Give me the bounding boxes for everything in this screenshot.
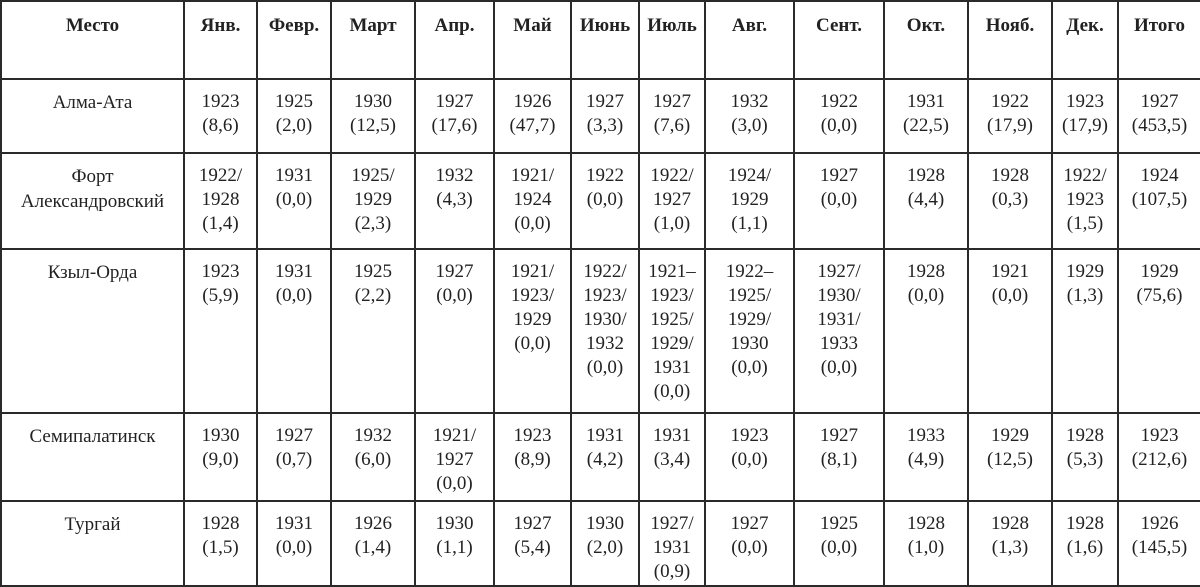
cell-line: (0,0) — [820, 537, 858, 558]
cell-line: 1930 — [354, 91, 392, 112]
table-body — [1, 79, 1200, 586]
cell-line: (2,2) — [354, 285, 392, 306]
cell-line: 1926 — [513, 91, 552, 112]
month-cell — [1052, 153, 1118, 249]
month-cell — [705, 249, 794, 413]
cell-line: 1932 — [435, 165, 474, 186]
cell-line: (8,9) — [514, 449, 551, 470]
month-cell — [968, 249, 1052, 413]
header-apr: Апр. — [415, 1, 494, 79]
cell-line: 1921/ — [432, 425, 477, 446]
cell-line: 1923 — [1066, 189, 1104, 210]
header-nov: Нояб. — [968, 1, 1052, 79]
month-cell — [639, 501, 705, 586]
cell-line: (0,0) — [731, 449, 768, 470]
cell-line: (4,4) — [907, 189, 945, 210]
cell-line: 1930 — [201, 425, 240, 446]
total-cell — [1118, 79, 1200, 153]
cell-line: (5,9) — [202, 285, 239, 306]
cell-line: 1928 — [201, 513, 240, 534]
header-aug: Авг. — [705, 1, 794, 79]
cell-line: 1923 — [730, 425, 769, 446]
cell-line: (7,6) — [653, 115, 691, 136]
month-cell — [794, 413, 884, 501]
month-cell — [794, 249, 884, 413]
cell-line: 1923 — [201, 91, 240, 112]
total-cell — [1118, 249, 1200, 413]
cell-line: 1923/ — [583, 285, 627, 306]
cell-line: (212,6) — [1131, 449, 1188, 470]
cell-line: 1931 — [586, 425, 624, 446]
cell-line: (1,3) — [1066, 285, 1104, 306]
cell-line: 1927 — [730, 513, 769, 534]
month-cell — [968, 79, 1052, 153]
place-cell — [1, 501, 184, 586]
month-cell — [184, 413, 257, 501]
month-cell — [494, 413, 571, 501]
month-cell — [257, 501, 331, 586]
cell-line: (0,0) — [436, 285, 473, 306]
cell-line: (4,2) — [586, 449, 624, 470]
month-cell — [794, 153, 884, 249]
month-cell — [257, 413, 331, 501]
cell-line: 1926 — [1140, 513, 1179, 534]
month-cell — [1052, 413, 1118, 501]
cell-line: 1924/ — [727, 165, 772, 186]
cell-line: 1928 — [1066, 425, 1104, 446]
month-cell — [639, 249, 705, 413]
cell-line: 1923 — [1140, 425, 1179, 446]
month-cell — [331, 249, 415, 413]
cell-line: 1921/ — [510, 261, 555, 282]
cell-line: 1921 — [991, 261, 1029, 282]
cell-line: 1924 — [1140, 165, 1179, 186]
cell-line: 1925 — [820, 513, 858, 534]
place-cell — [1, 153, 184, 249]
cell-line: 1922/ — [198, 165, 243, 186]
cell-line: 1928 — [201, 189, 240, 210]
month-cell — [1052, 249, 1118, 413]
cell-line: (1,6) — [1066, 537, 1104, 558]
cell-line: (8,1) — [820, 449, 858, 470]
month-cell — [331, 413, 415, 501]
cell-line: (453,5) — [1131, 115, 1188, 136]
place-name: Форт Александровский — [20, 166, 165, 212]
header-total: Итого — [1118, 1, 1200, 79]
cell-line: 1922/ — [650, 165, 694, 186]
month-cell — [184, 79, 257, 153]
place-name: Алма-Ата — [52, 92, 133, 113]
cell-line: (0,0) — [436, 473, 473, 494]
cell-line: (6,0) — [354, 449, 392, 470]
month-cell — [494, 249, 571, 413]
month-cell — [1052, 501, 1118, 586]
cell-line: 1927 — [820, 425, 858, 446]
cell-line: (0,0) — [275, 537, 313, 558]
cell-line: 1921/ — [510, 165, 555, 186]
cell-line: 1931 — [653, 357, 691, 378]
month-cell — [884, 153, 968, 249]
cell-line: (0,0) — [653, 381, 691, 402]
cell-line: 1928 — [991, 513, 1029, 534]
cell-line: 1923/ — [650, 285, 694, 306]
header-row — [1, 1, 1200, 79]
cell-line: (0,3) — [991, 189, 1029, 210]
cell-line: (9,0) — [202, 449, 239, 470]
month-cell — [184, 249, 257, 413]
cell-line: (2,0) — [586, 537, 624, 558]
table-row — [1, 413, 1200, 501]
cell-line: 1927 — [586, 91, 624, 112]
cell-line: (5,4) — [514, 537, 551, 558]
cell-line: 1929 — [354, 189, 392, 210]
month-cell — [257, 153, 331, 249]
cell-line: (0,0) — [820, 357, 858, 378]
month-cell — [494, 153, 571, 249]
month-cell — [705, 501, 794, 586]
cell-line: 1929/ — [650, 333, 694, 354]
cell-line: (2,3) — [354, 213, 392, 234]
cell-line: 1927 — [435, 261, 474, 282]
month-cell — [968, 413, 1052, 501]
cell-line: 1922 — [820, 91, 858, 112]
table-row — [1, 79, 1200, 153]
cell-line: 1928 — [991, 165, 1029, 186]
cell-line: 1931 — [653, 425, 691, 446]
header-oct: Окт. — [884, 1, 968, 79]
place-cell — [1, 79, 184, 153]
month-cell — [571, 153, 639, 249]
cell-line: 1927 — [513, 513, 552, 534]
cell-line: 1929/ — [727, 309, 772, 330]
cell-line: 1933 — [907, 425, 945, 446]
cell-line: 1930 — [586, 513, 624, 534]
cell-line: (0,0) — [907, 285, 945, 306]
cell-line: 1927 — [653, 91, 691, 112]
cell-line: 1930 — [435, 513, 474, 534]
month-cell — [705, 153, 794, 249]
month-cell — [705, 413, 794, 501]
header-may: Май — [494, 1, 571, 79]
month-cell — [884, 501, 968, 586]
cell-line: (1,4) — [202, 213, 239, 234]
cell-line: 1929 — [991, 425, 1029, 446]
cell-line: (0,0) — [275, 285, 313, 306]
month-cell — [968, 153, 1052, 249]
cell-line: 1929 — [1066, 261, 1104, 282]
cell-line: (0,9) — [653, 561, 691, 582]
cell-line: (1,1) — [436, 537, 473, 558]
cell-line: 1927 — [435, 91, 474, 112]
cell-line: (3,4) — [653, 449, 691, 470]
cell-line: 1925 — [275, 91, 313, 112]
month-cell — [794, 79, 884, 153]
month-cell — [331, 153, 415, 249]
month-cell — [884, 79, 968, 153]
table-row — [1, 249, 1200, 413]
cell-line: 1931 — [653, 537, 691, 558]
cell-line: (0,7) — [275, 449, 313, 470]
cell-line: 1928 — [1066, 513, 1104, 534]
cell-line: (2,0) — [275, 115, 313, 136]
cell-line: 1931 — [275, 513, 313, 534]
month-cell — [571, 79, 639, 153]
cell-line: 1925/ — [727, 285, 772, 306]
cell-line: (17,6) — [431, 115, 478, 136]
table-row — [1, 501, 1200, 586]
month-cell — [968, 501, 1052, 586]
month-cell — [257, 249, 331, 413]
cell-line: 1931 — [275, 261, 313, 282]
header-place: Место — [1, 1, 184, 79]
cell-line: 1927 — [435, 449, 474, 470]
cell-line: (75,6) — [1136, 285, 1183, 306]
table-row — [1, 153, 1200, 249]
cell-line: 1930/ — [817, 285, 861, 306]
cell-line: (47,7) — [509, 115, 556, 136]
cell-line: 1932 — [730, 91, 769, 112]
cell-line: (1,0) — [653, 213, 691, 234]
cell-line: 1927 — [1140, 91, 1179, 112]
cell-line: (0,0) — [586, 357, 624, 378]
cell-line: 1930 — [730, 333, 769, 354]
month-cell — [884, 249, 968, 413]
month-cell — [571, 501, 639, 586]
cell-line: 1923 — [1066, 91, 1104, 112]
header-mar: Март — [331, 1, 415, 79]
cell-line: (12,5) — [350, 115, 396, 136]
cell-line: 1932 — [354, 425, 392, 446]
cell-line: 1923 — [513, 425, 552, 446]
month-cell — [639, 413, 705, 501]
cell-line: 1922 — [991, 91, 1029, 112]
cell-line: (12,5) — [987, 449, 1033, 470]
cell-line: 1925/ — [351, 165, 395, 186]
month-cell — [415, 249, 494, 413]
cell-line: (4,9) — [907, 449, 945, 470]
header-feb: Февр. — [257, 1, 331, 79]
month-cell — [1052, 79, 1118, 153]
cell-line: (17,9) — [1062, 115, 1108, 136]
cell-line: (17,9) — [987, 115, 1033, 136]
cell-line: 1923/ — [510, 285, 555, 306]
cell-line: 1927 — [653, 189, 691, 210]
cell-line: 1932 — [586, 333, 624, 354]
month-cell — [571, 249, 639, 413]
cell-line: 1924 — [513, 189, 552, 210]
cell-line: (8,6) — [202, 115, 239, 136]
month-cell — [415, 413, 494, 501]
cell-line: (5,3) — [1066, 449, 1104, 470]
cell-line: 1929 — [730, 189, 769, 210]
cell-line: (0,0) — [820, 115, 858, 136]
cell-line: 1921– — [648, 261, 696, 282]
total-cell — [1118, 501, 1200, 586]
cell-line: 1927/ — [650, 513, 694, 534]
cell-line: (0,0) — [731, 537, 768, 558]
cell-line: 1929 — [513, 309, 552, 330]
cell-line: 1923 — [201, 261, 240, 282]
month-cell — [705, 79, 794, 153]
place-name: Тургай — [64, 514, 121, 535]
place-name: Семипалатинск — [29, 426, 156, 447]
month-cell — [331, 501, 415, 586]
cell-line: (1,0) — [907, 537, 945, 558]
cell-line: (0,0) — [586, 189, 624, 210]
month-cell — [494, 79, 571, 153]
month-cell — [415, 79, 494, 153]
month-cell — [184, 501, 257, 586]
cell-line: (107,5) — [1131, 189, 1188, 210]
cell-line: (0,0) — [275, 189, 313, 210]
cell-line: 1922 — [586, 165, 624, 186]
cell-line: 1925 — [354, 261, 392, 282]
cell-line: 1929 — [1140, 261, 1179, 282]
place-name: Кзыл-Орда — [47, 262, 138, 283]
cell-line: (1,1) — [731, 213, 768, 234]
month-cell — [494, 501, 571, 586]
cell-line: (0,0) — [514, 333, 551, 354]
cell-line: 1931 — [275, 165, 313, 186]
cell-line: (3,0) — [731, 115, 768, 136]
cell-line: (22,5) — [903, 115, 949, 136]
cell-line: 1922/ — [583, 261, 627, 282]
month-cell — [184, 153, 257, 249]
cell-line: 1931 — [907, 91, 945, 112]
month-cell — [331, 79, 415, 153]
cell-line: (1,3) — [991, 537, 1029, 558]
month-cell — [415, 501, 494, 586]
place-cell — [1, 249, 184, 413]
cell-line: (0,0) — [820, 189, 858, 210]
month-cell — [794, 501, 884, 586]
month-cell — [415, 153, 494, 249]
cell-line: (0,0) — [731, 357, 768, 378]
header-jan: Янв. — [184, 1, 257, 79]
total-cell — [1118, 153, 1200, 249]
header-sep: Сент. — [794, 1, 884, 79]
cell-line: 1922/ — [1063, 165, 1107, 186]
cell-line: 1931/ — [817, 309, 861, 330]
month-cell — [639, 79, 705, 153]
cell-line: 1927/ — [817, 261, 861, 282]
total-cell — [1118, 413, 1200, 501]
month-cell — [884, 413, 968, 501]
header-jul: Июль — [639, 1, 705, 79]
cell-line: 1926 — [354, 513, 392, 534]
cell-line: (1,5) — [1066, 213, 1104, 234]
cell-line: 1925/ — [650, 309, 694, 330]
cell-line: (145,5) — [1131, 537, 1188, 558]
cell-line: 1933 — [820, 333, 858, 354]
place-cell — [1, 413, 184, 501]
cell-line: 1927 — [820, 165, 858, 186]
cell-line: 1927 — [275, 425, 313, 446]
month-cell — [257, 79, 331, 153]
cell-line: 1928 — [907, 261, 945, 282]
month-cell — [571, 413, 639, 501]
cell-line: (1,4) — [354, 537, 392, 558]
header-jun: Июнь — [571, 1, 639, 79]
month-cell — [639, 153, 705, 249]
cell-line: (4,3) — [436, 189, 473, 210]
cell-line: 1922– — [725, 261, 774, 282]
cell-line: 1928 — [907, 513, 945, 534]
cell-line: 1930/ — [583, 309, 627, 330]
cell-line: (0,0) — [514, 213, 551, 234]
cell-line: 1928 — [907, 165, 945, 186]
cell-line: (1,5) — [202, 537, 239, 558]
cell-line: (3,3) — [586, 115, 624, 136]
header-dec: Дек. — [1052, 1, 1118, 79]
cell-line: (0,0) — [991, 285, 1029, 306]
